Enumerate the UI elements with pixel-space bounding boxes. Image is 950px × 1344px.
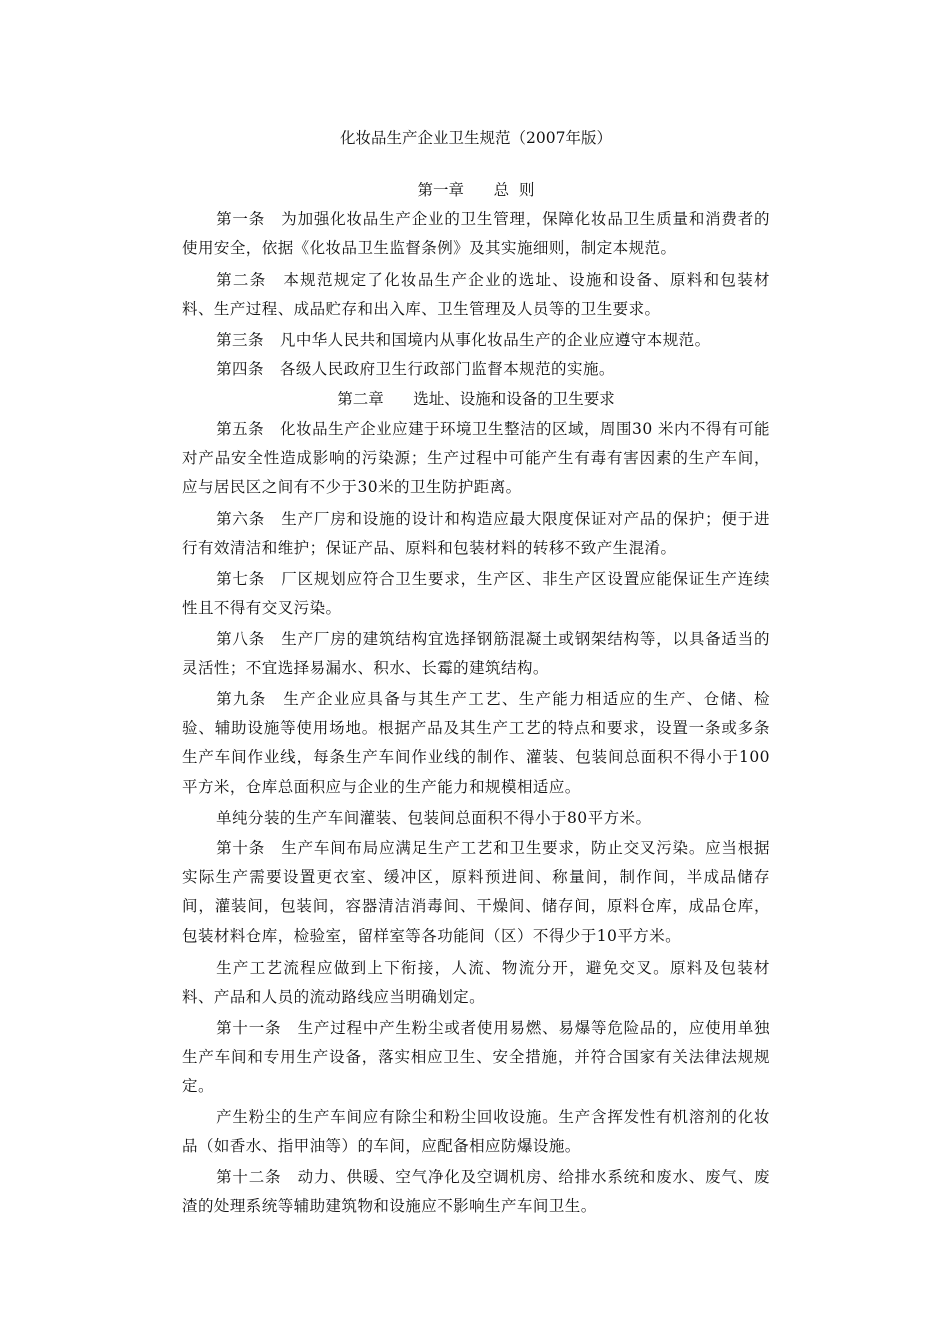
article-paragraph-11: [182, 1014, 770, 1102]
article-number: 第十二条: [216, 1168, 282, 1186]
article-paragraph-8: [182, 625, 770, 683]
article-text: 生产厂房的建筑结构宜选择钢筋混凝土或钢架结构等，以具备适当的灵活性；不宜选择易漏水、积水、长霉的建筑结构。: [182, 630, 770, 678]
article-number: 第三条: [216, 331, 264, 349]
paragraph-14: [182, 1103, 770, 1161]
article-number: 第九条: [216, 690, 267, 708]
paragraph-12: [182, 954, 770, 1012]
article-paragraph-7: [182, 565, 770, 623]
article-text: 生产过程中产生粉尘或者使用易燃、易爆等危险品的，应使用单独生产车间和专用生产设备，落实相应卫生、安全措施，并符合国家有关法律法规规定。: [182, 1019, 770, 1096]
article-paragraph-5: [182, 415, 770, 503]
article-paragraph-4: [182, 355, 770, 384]
article-number: 第一条: [216, 210, 265, 228]
article-paragraph-9: [182, 685, 770, 802]
article-number: 第十一条: [216, 1019, 282, 1037]
paragraph-10: [182, 804, 770, 833]
article-paragraph-3: [182, 326, 770, 355]
article-text: 凡中华人民共和国境内从事化妆品生产的企业应遵守本规范。: [279, 331, 711, 349]
article-number: 第五条: [216, 420, 265, 438]
chapter-heading-1: 第一章 总 则: [417, 181, 535, 199]
article-number: 第七条: [216, 570, 265, 588]
article-text: 厂区规划应符合卫生要求，生产区、非生产区设置应能保证生产连续性且不得有交叉污染。: [182, 570, 770, 618]
article-text: 化妆品生产企业应建于环境卫生整洁的区域，周围30 米内不得有可能对产品安全性造成影响的污染源；生产过程中可能产生有毒有害因素的生产车间，应与居民区之间有不少于30米的卫生防护距离。: [182, 420, 770, 497]
article-number: 第八条: [216, 630, 265, 648]
article-number: 第六条: [216, 510, 265, 528]
paragraph-text: 生产工艺流程应做到上下衔接，人流、物流分开，避免交叉。原料及包装材料、产品和人员的流动路线应当明确划定。: [182, 959, 770, 1007]
article-text: 生产企业应具备与其生产工艺、生产能力相适应的生产、仓储、检验、辅助设施等使用场地。根据产品及其生产工艺的特点和要求，设置一条或多条生产车间作业线，每条生产车间作业线的制作、灌装、包装间总面积不得小于100平方米，仓库总面积应与企业的生产能力和规模相适应。: [182, 690, 770, 796]
article-paragraph-1: [182, 205, 770, 263]
paragraph-text: 产生粉尘的生产车间应有除尘和粉尘回收设施。生产含挥发性有机溶剂的化妆品（如香水、指甲油等）的车间，应配备相应防爆设施。: [182, 1108, 770, 1156]
article-text: 生产厂房和设施的设计和构造应最大限度保证对产品的保护；便于进行有效清洁和维护；保证产品、原料和包装材料的转移不致产生混淆。: [182, 510, 770, 558]
article-number: 第二条: [216, 271, 267, 289]
paragraph-text: 单纯分装的生产车间灌装、包装间总面积不得小于80平方米。: [216, 809, 652, 827]
article-number: 第四条: [216, 360, 264, 378]
article-paragraph-6: [182, 505, 770, 563]
article-text: 各级人民政府卫生行政部门监督本规范的实施。: [279, 360, 615, 378]
article-text: 生产车间布局应满足生产工艺和卫生要求，防止交叉污染。应当根据实际生产需要设置更衣室、缓冲区，原料预进间、称量间，制作间，半成品储存间，灌装间，包装间，容器清洁消毒间、干燥间、储存间，原料仓库，成品仓库，包装材料仓库，检验室，留样室等各功能间（区）不得少于10平方米。: [182, 839, 770, 945]
article-text: 动力、供暖、空气净化及空调机房、给排水系统和废水、废气、废渣的处理系统等辅助建筑物和设施应不影响生产车间卫生。: [182, 1168, 770, 1216]
article-number: 第十条: [216, 839, 265, 857]
article-paragraph-2: [182, 266, 770, 324]
article-paragraph-12: [182, 1163, 770, 1221]
chapter-heading-2: 第二章 选址、设施和设备的卫生要求: [337, 390, 615, 408]
document-title: 化妆品生产企业卫生规范（2007年版）: [340, 129, 612, 147]
article-text: 本规范规定了化妆品生产企业的选址、设施和设备、原料和包装材料、生产过程、成品贮存和出入库、卫生管理及人员等的卫生要求。: [182, 271, 770, 319]
article-paragraph-10: [182, 834, 770, 951]
article-text: 为加强化妆品生产企业的卫生管理，保障化妆品卫生质量和消费者的使用安全，依据《化妆品卫生监督条例》及其实施细则，制定本规范。: [182, 210, 770, 258]
